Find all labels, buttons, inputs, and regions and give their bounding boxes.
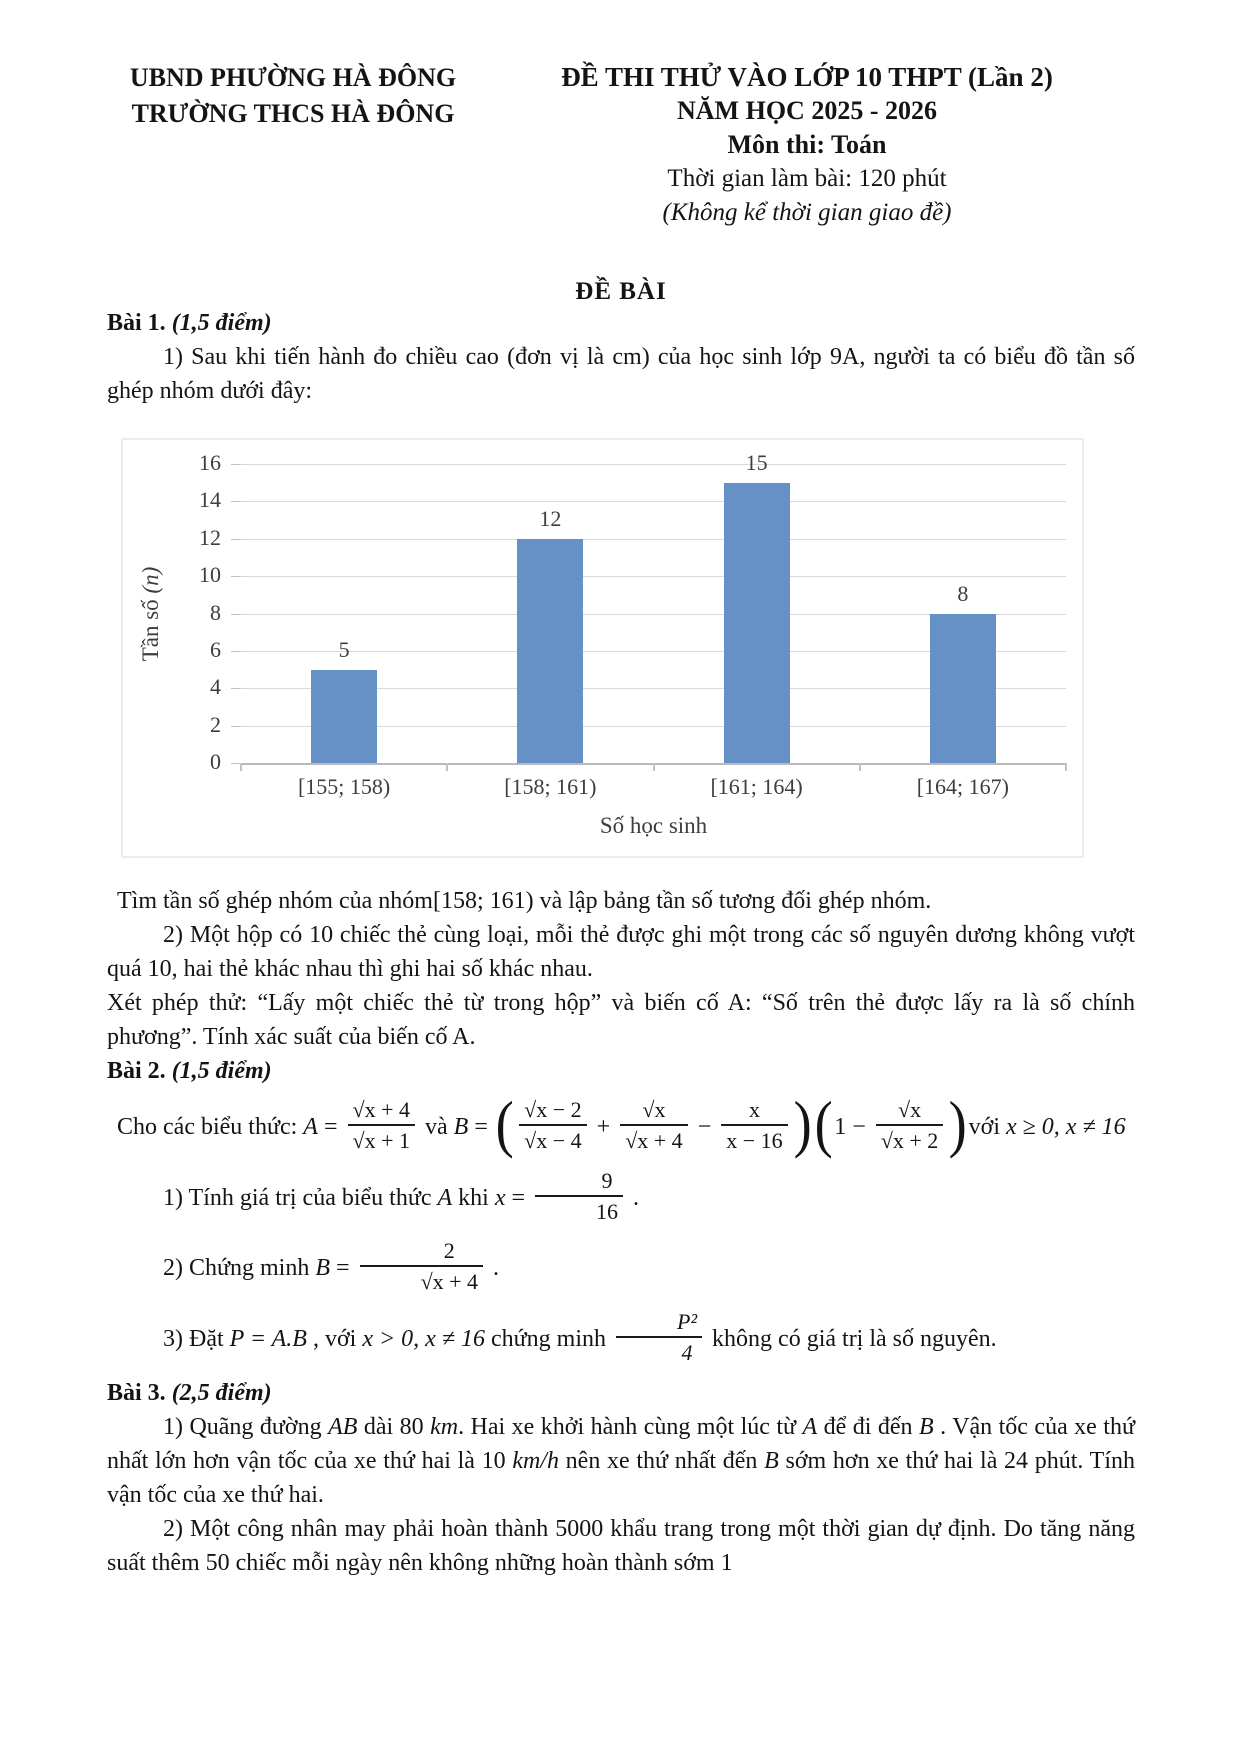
bai2-item-3 — [107, 1310, 1135, 1371]
text-fragment: P = A.B — [229, 1325, 307, 1352]
y-tick-label: 2 — [210, 711, 221, 737]
bai2-points: (1,5 điểm) — [171, 1058, 272, 1084]
x-category-label: [164; 167) — [916, 774, 1009, 799]
bai2-item-2 — [107, 1239, 1135, 1300]
y-tick-mark — [231, 688, 241, 689]
text-fragment: A — [802, 1414, 818, 1441]
fraction-denominator: √x + 4 — [625, 1128, 683, 1154]
y-tick-mark — [231, 651, 241, 652]
bar-value-label: 12 — [539, 505, 562, 531]
fraction — [535, 1168, 623, 1225]
bai2-item-1 — [107, 1169, 1135, 1230]
school-name: TRƯỜNG THCS HÀ ĐÔNG — [131, 99, 455, 128]
school-year: NĂM HỌC 2025 - 2026 — [677, 96, 937, 125]
text-fragment: , với — [306, 1325, 363, 1352]
fraction-denominator: x − 16 — [726, 1128, 783, 1154]
y-tick-mark — [231, 464, 241, 465]
text-fragment: = — [330, 1255, 356, 1281]
bar-value-label: 5 — [338, 636, 350, 662]
x-category-label: [158; 161) — [504, 774, 597, 799]
x-tick-mark — [240, 763, 242, 771]
fraction-denominator: 4 — [681, 1340, 693, 1366]
y-tick-label: 4 — [210, 674, 221, 700]
bar — [724, 483, 790, 763]
x-tick-mark — [446, 763, 448, 771]
fraction-denominator: √x + 4 — [420, 1269, 479, 1295]
text-fragment: . Vận tốc của xe thứ nhất lớn hơn vận tốc của xe thứ hai là 10 — [107, 1414, 1135, 1475]
text-fragment: = — [317, 1113, 344, 1140]
fraction — [360, 1238, 483, 1295]
text-fragment: x — [494, 1184, 506, 1211]
bar — [930, 614, 996, 764]
bai2-heading — [107, 1054, 1135, 1088]
duration-note: (Không kể thời gian giao đề) — [662, 199, 952, 226]
text-fragment: chứng minh — [485, 1325, 612, 1352]
x-tick-mark — [1065, 763, 1067, 771]
y-axis-title-symbol: (n) — [138, 566, 163, 594]
issuing-authority: UBND PHƯỜNG HÀ ĐÔNG — [129, 63, 457, 92]
y-tick-label: 6 — [210, 636, 221, 662]
fraction — [519, 1097, 586, 1154]
fraction-numerator: 9 — [535, 1168, 623, 1197]
bai3-paragraph-2: 2) Một công nhân may phải hoàn thành 5000 khẩu trang trong một thời gian dự định. Do tăng năng suất thêm 50 chiếc mỗi ngày nên không những hoàn thành sớm 1 — [107, 1516, 1135, 1577]
fraction — [348, 1097, 415, 1154]
bai1-paragraph-2: Tìm tần số ghép nhóm của nhóm[158; 161) và lập bảng tần số tương đối ghép nhóm. — [117, 888, 932, 914]
y-tick-label: 8 — [210, 599, 221, 625]
text-fragment: khi — [452, 1184, 495, 1211]
fraction — [616, 1309, 702, 1366]
bai1-heading — [107, 306, 1135, 340]
text-fragment: . Hai xe khởi hành cùng một lúc từ — [458, 1414, 803, 1441]
bai3-points: (2,5 điểm) — [171, 1380, 272, 1407]
text-fragment: sớm hơn xe thứ hai là 24 phút. Tính vận tốc của xe thứ hai. — [107, 1448, 1136, 1509]
x-category-label: [161; 164) — [710, 774, 803, 799]
text-fragment: B — [315, 1255, 331, 1281]
fraction — [876, 1097, 943, 1154]
fraction-numerator: x — [721, 1097, 787, 1126]
section-title: ĐỀ BÀI — [575, 278, 667, 305]
x-tick-mark — [859, 763, 861, 771]
gridline — [241, 464, 1066, 465]
bai3-paragraph-1 — [107, 1410, 1135, 1512]
text-fragment: 1 − — [834, 1113, 872, 1140]
text-fragment: 1) Quãng đường — [163, 1414, 329, 1441]
fraction-numerator: √x − 2 — [519, 1097, 586, 1126]
text-fragment: với — [968, 1113, 1006, 1140]
fraction-numerator: √x + 4 — [348, 1097, 415, 1126]
text-fragment: không có giá trị là số nguyên. — [706, 1325, 997, 1352]
text-fragment: Cho các biểu thức: — [117, 1113, 304, 1140]
fraction-denominator: √x + 1 — [352, 1128, 410, 1154]
duration: Thời gian làm bài: 120 phút — [667, 165, 947, 192]
gridline — [241, 539, 1066, 540]
y-tick-label: 10 — [199, 562, 221, 588]
text-fragment: km/h — [512, 1448, 559, 1475]
text-fragment: B — [453, 1113, 469, 1140]
gridline — [241, 501, 1066, 502]
y-axis-title-text: Tần số — [138, 593, 163, 662]
text-fragment: . — [487, 1255, 500, 1281]
fraction-numerator: √x — [876, 1097, 943, 1126]
bai1-points: (1,5 điểm) — [171, 310, 272, 336]
text-fragment: và — [418, 1113, 454, 1140]
y-tick-label: 16 — [199, 450, 221, 475]
text-fragment: 3) Đặt — [163, 1325, 230, 1352]
x-axis-title: Số học sinh — [599, 813, 708, 838]
fraction-denominator: √x + 2 — [880, 1128, 939, 1154]
text-fragment: B — [919, 1414, 934, 1441]
fraction-denominator: 16 — [596, 1198, 619, 1224]
text-fragment: + — [590, 1113, 617, 1140]
fraction-numerator: P² — [616, 1309, 702, 1338]
bai2-label: Bài 2. — [107, 1058, 166, 1084]
header-right-block — [479, 60, 1135, 230]
y-axis-title — [136, 504, 166, 724]
y-tick-mark — [231, 539, 241, 540]
y-tick-mark — [231, 576, 241, 577]
x-tick-mark — [653, 763, 655, 771]
bar — [311, 670, 377, 763]
bar-value-label: 15 — [745, 449, 768, 475]
text-fragment: A — [303, 1113, 318, 1140]
y-tick-label: 14 — [199, 487, 221, 513]
text-fragment: − — [691, 1113, 718, 1140]
y-tick-label: 12 — [199, 524, 221, 550]
text-fragment: 1) Tính giá trị của biểu thức — [163, 1184, 438, 1211]
y-tick-mark — [231, 726, 241, 727]
text-fragment: A — [437, 1184, 453, 1211]
y-tick-label: 0 — [210, 749, 221, 774]
gridline — [241, 576, 1066, 577]
text-fragment: x ≥ 0, x ≠ 16 — [1005, 1113, 1126, 1140]
y-tick-mark — [231, 501, 241, 502]
y-tick-mark — [231, 614, 241, 615]
text-fragment: km — [430, 1414, 459, 1441]
bai3-label: Bài 3. — [107, 1380, 166, 1407]
subject: Môn thi: Toán — [727, 130, 887, 159]
exam-title: ĐỀ THI THỬ VÀO LỚP 10 THPT (Lần 2) — [561, 62, 1053, 92]
text-fragment: nên xe thứ nhất đến — [558, 1448, 765, 1475]
bai2-expressions: Cho các biểu thức: A = $\frac{√x + 4}{√x + 1}$ và B = ( $\frac{√x - 2}{√x - 4}$ + $\frac{√x}{√x + 4}$ − $\frac{x}{x - 16}$ )(1 − $\frac{√x}{√x + 2}$ )với x ≥ 0, x ≠ 16 — [117, 1088, 1126, 1160]
text-fragment: = — [505, 1184, 532, 1211]
fraction — [721, 1097, 787, 1154]
text-fragment: 2) Chứng minh — [163, 1255, 316, 1281]
bai1-paragraph-3: 2) Một hộp có 10 chiếc thẻ cùng loại, mỗi thẻ được ghi một trong các số nguyên dương không vượt quá 10, hai thẻ khác nhau thì ghi hai số khác nhau. — [107, 922, 1135, 982]
bar — [517, 539, 583, 763]
text-fragment: AB — [328, 1414, 358, 1441]
bai1-paragraph-1: 1) Sau khi tiến hành đo chiều cao (đơn vị là cm) của học sinh lớp 9A, người ta có biểu đồ tần số ghép nhóm dưới đây: — [107, 344, 1135, 404]
bai1-label: Bài 1. — [107, 310, 166, 336]
text-fragment: = — [468, 1113, 494, 1140]
text-fragment: để đi đến — [817, 1414, 920, 1441]
header-left-block — [107, 60, 479, 132]
text-fragment: dài 80 — [357, 1414, 431, 1441]
text-fragment: B — [764, 1448, 779, 1475]
fraction-denominator: √x − 4 — [524, 1128, 582, 1154]
fraction-numerator: √x — [620, 1097, 687, 1126]
document-header — [107, 60, 1135, 230]
bai1-paragraph-4: Xét phép thử: “Lấy một chiếc thẻ từ trong hộp” và biến cố A: “Số trên thẻ được lấy ra là số chính phương”. Tính xác suất của biến cố A. — [107, 990, 1135, 1050]
chart — [121, 438, 1084, 858]
fraction-numerator: 2 — [360, 1238, 483, 1267]
text-fragment: . — [627, 1184, 640, 1211]
bai3-heading — [107, 1376, 1135, 1410]
bar-value-label: 8 — [957, 580, 969, 606]
text-fragment: x > 0, x ≠ 16 — [362, 1325, 485, 1352]
x-category-label: [155; 158) — [297, 774, 391, 799]
fraction — [620, 1097, 687, 1154]
